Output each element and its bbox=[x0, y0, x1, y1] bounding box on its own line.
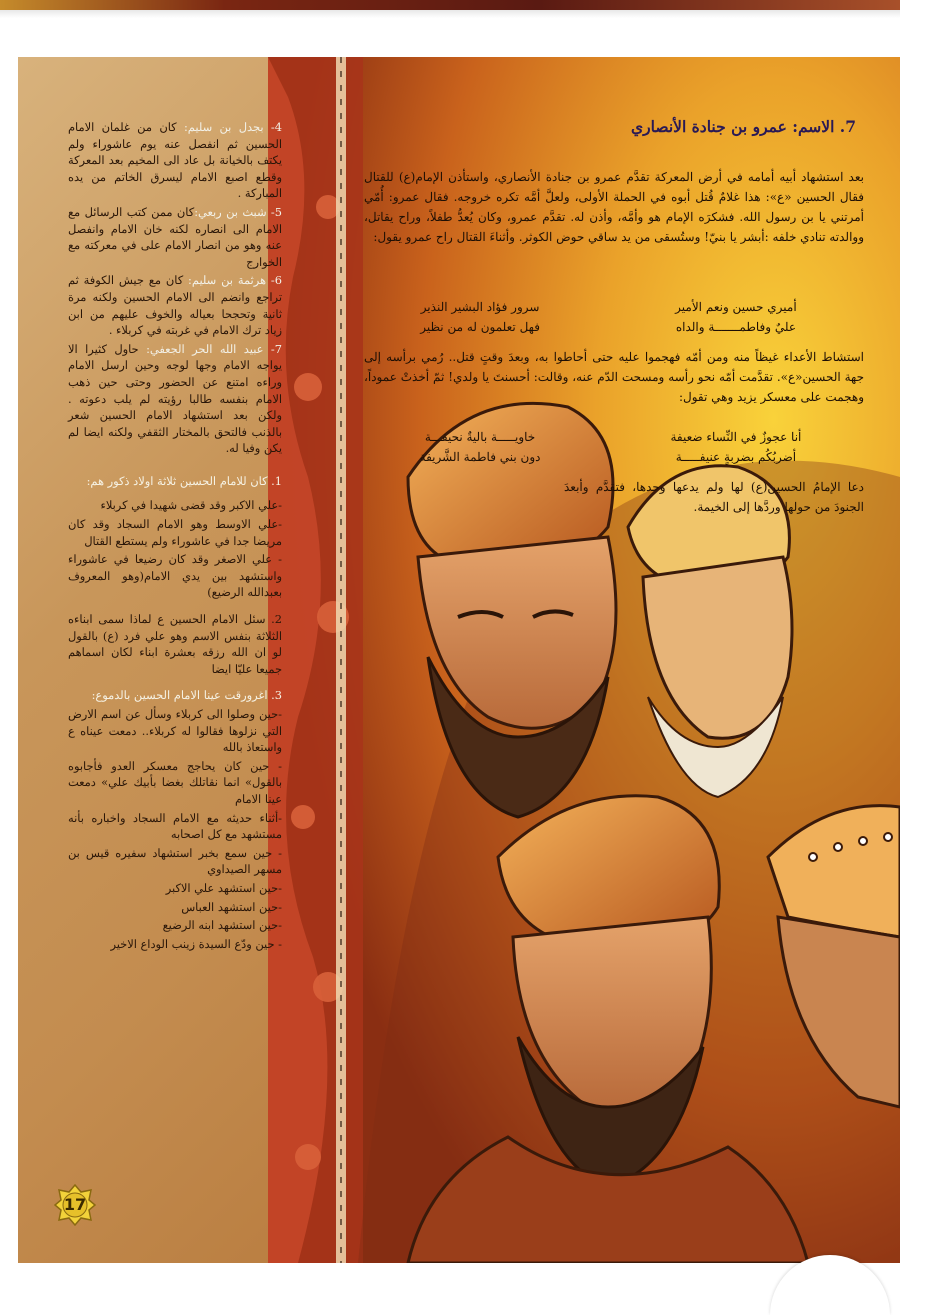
section-title: 7. الاسم: عمرو بن جنادة الأنصاري bbox=[631, 117, 856, 136]
note3-title: 3. اغرورقت عينا الامام الحسين بالدموع: bbox=[91, 688, 282, 703]
poem-verse: خاويـــــة باليةٌ نحيفـــة bbox=[424, 430, 536, 444]
page-number: 17 bbox=[63, 1195, 87, 1214]
side-item-body: كان ممن كتب الرسائل مع الامام الى انصاره لكنه خان الامام وانفصل عنه وهو من انصار الامام على في معركته مع الخوارج bbox=[68, 204, 282, 269]
note3-line: -حين استشهد العباس bbox=[181, 899, 282, 914]
note2 bbox=[68, 611, 282, 677]
note3-line: - حين سمع بخبر استشهاد سفيره قيس بن مسهر الصيداوي bbox=[68, 845, 282, 877]
side-item-head: 6- هرثمة بن سليم: bbox=[188, 273, 282, 288]
side-item-head: 4- بجدل بن سليم: bbox=[183, 120, 282, 134]
main-paragraph-1: بعد استشهاد أبيه أمامه في أرض المعركة تقدَّم عمرو بن جنادة الأنصاري، واستأذن الإمام(ع) للقتال فقال الحسين «ع»: هذا غلامٌ قُتل أبوه في الحملة الأولى، ولعلَّ أمَّه تكره خروجه. فقال عمرو: أُمّي أمرتني يا بن رسول الله. فشكرَه الإمام هو وأمَّه، وأذن له. تقدَّم عمرو، وكان يُعدُّ طفلاً، وراح يقاتل، ووالدته تنادي خلفه :أبشر يا بنيّ! وستُسقى من يد ساقي حوض الكوثر. وأثناءَ القتال راح عمرو يقول: bbox=[364, 170, 864, 244]
side-item-body: كان مع جيش الكوفة ثم تراجع وانضم الى الامام الحسين ولكنه مرة ثانية وتحجحا بعياله والخوف عليهم من ابن زياد ترك الامام في غربته في كربلاء . bbox=[68, 273, 282, 338]
side-item bbox=[68, 272, 282, 338]
poem-verse: فهل تعلمون له من نظير bbox=[420, 320, 540, 334]
poem-verse: أميري حسين ونعم الأمير bbox=[675, 300, 797, 314]
note3-line: -حين وصلوا الى كربلاء وسأل عن اسم الارض التي نزلوها فقالوا له كربلاء.. دمعت عيناه ع واستعاذ بالله bbox=[68, 707, 282, 755]
poem-1 bbox=[362, 297, 854, 337]
side-item-head: 5- شبث بن ربعي: bbox=[194, 204, 283, 219]
poem-row bbox=[362, 427, 854, 447]
note1-line: -علي الاوسط وهو الامام السجاد وقد كان مريضا جدا في عاشوراء ولم يستطع القتال bbox=[68, 517, 282, 548]
next-page-corner bbox=[770, 1255, 890, 1315]
poem-verse: أضربُكُم بضربةٍ عنيفـــــة bbox=[675, 450, 797, 464]
side-item bbox=[68, 204, 282, 270]
side-item-head: 7- عبيد الله الحر الجعفي: bbox=[146, 341, 282, 356]
side-item bbox=[68, 341, 282, 457]
side-item bbox=[68, 119, 282, 202]
poem-verse: سرور فؤاد البشير النذير bbox=[420, 300, 540, 314]
sidebar-notes bbox=[68, 119, 282, 954]
note1-line: -علي الاكبر وقد قضى شهيدا في كربلاء bbox=[100, 498, 282, 513]
note3-line: -حين استشهد علي الاكبر bbox=[165, 880, 282, 895]
note2-text: 2. سئل الامام الحسين ع لماذا سمى ابناءه الثلاثة بنفس الاسم وهو علي فرد (ع) بالقول لو ان الله رزقه بعشرة ابناء لكان اسماهم جميعا عليّا ايضا bbox=[68, 612, 282, 676]
note3-line: -حين استشهد ابنه الرضيع bbox=[162, 918, 282, 933]
poem-row bbox=[362, 447, 854, 467]
poem-row bbox=[362, 297, 854, 317]
side-item-body: حاول كثيرا الا يواجه الامام وجها لوجه وحين ارسل الامام وراءه امتنع عن الحضور وحتى حين ذهب الامام بنفسه طالبا رؤيته لم يلب دعوته . ولكن بعد استشهاد الامام الحسين شعر بالذنب فالتحق بالمختار الثقفي ولكنه ايضا لم يكن وفيا له. bbox=[68, 341, 282, 456]
side-item-body: كان من غلمان الامام الحسين ثم انفصل عنه يوم عاشوراء ولم يكتف بالخيانة بل عاد الى المخيم بعد المعركة وقطع اصبع الامام ليسرق الخاتم من يده المباركة . bbox=[68, 120, 282, 201]
poem-verse: عليٌ وفاطمـــــــة والداه bbox=[675, 320, 797, 334]
main-paragraph-2: استشاط الأعداء غيظاً منه ومن أمّه فهجموا عليه حتى أحاطوا به، وبعدَ وقتٍ قتل.. رُمي برأسه إلى جهة الحسين«ع». تقدَّمت أمّه نحو رأسه ومسحت الدّم عنه، وقالت: أحسنتَ يا ولدي! ثمّ أخذتْ عموداً، وهجمت على معسكر يزيد وهي تقول: bbox=[364, 350, 864, 404]
note3-line: - حين كان يحاجج معسكر العدو فأجابوه بالقول» انما نقاتلك بغضا بأبيك علي» دمعت عينا الامام bbox=[68, 758, 282, 806]
page-gap bbox=[0, 10, 900, 18]
main-paragraph-3: دعا الإمامُ الحسين(ع) لها ولم يدعها وحدها، فتقدَّم وأبعدَ الجنودَ من حولها وردَّها إلى الخيمة. bbox=[564, 480, 864, 514]
magazine-page bbox=[18, 57, 900, 1263]
note1-title: 1. كان للامام الحسين ثلاثة اولاد ذكور هم: bbox=[86, 473, 282, 488]
poem-2 bbox=[362, 427, 854, 467]
note3-line: - حين ودّع السيدة زينب الوداع الاخير bbox=[110, 936, 282, 951]
poem-verse: دون بني فاطمة الشَّريفة bbox=[419, 450, 541, 464]
previous-page-strip bbox=[0, 0, 900, 10]
poem-row bbox=[362, 317, 854, 337]
note1-line: - علي الاصغر وقد كان رضيعا في عاشوراء واستشهد بين يدي الامام(وهو المعروف بعبدالله الرضيع) bbox=[68, 552, 282, 600]
poem-verse: أنا عجوزٌ في النِّساء ضعيفة bbox=[670, 430, 802, 444]
note3-line: -أثناء حديثه مع الامام السجاد واخباره بأنه مستشهد مع كل اصحابه bbox=[68, 810, 282, 842]
